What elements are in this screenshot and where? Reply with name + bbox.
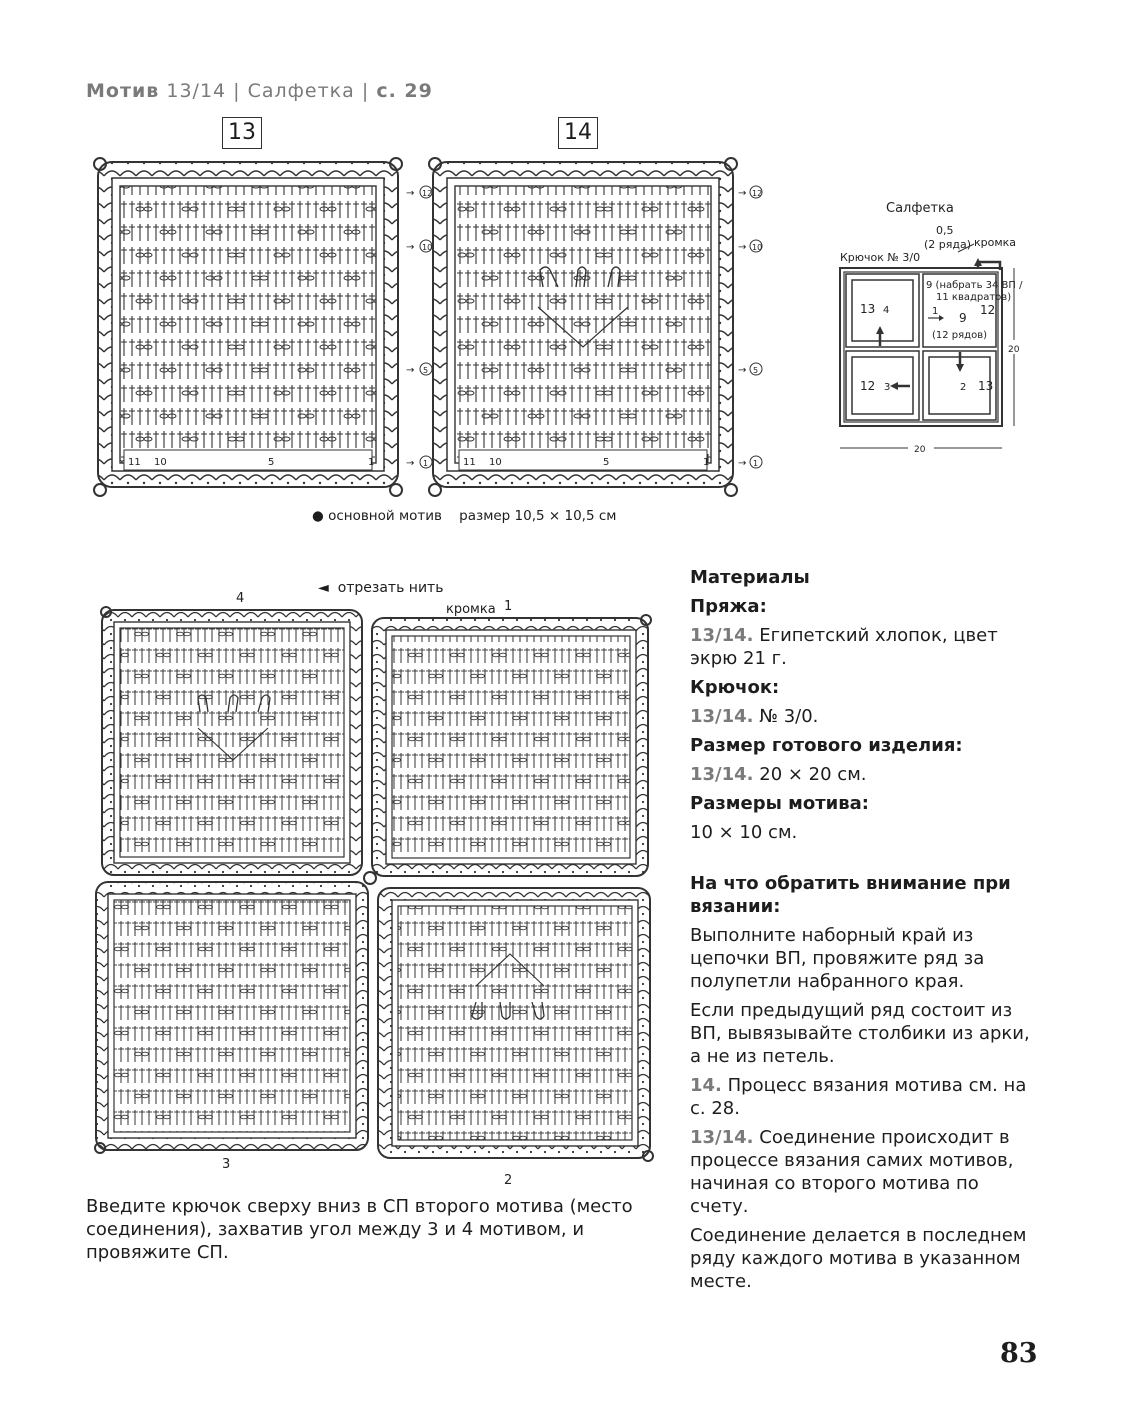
header-page-ref: с. 29 [376,80,433,102]
chart-13-bottom-number: 1 [368,457,375,468]
running-header [86,80,433,102]
notes-p1: Выполните наборный край из цепочки ВП, провяжите ряд за полупетли набранного края. [690,925,985,992]
chart-14-round-markers [738,186,762,469]
layout-half: 0,5 [936,224,954,237]
motif-13-label: 13 [222,117,262,149]
chart-14-bottom-number: 1 [703,457,710,468]
round-marker: 1 [753,459,759,468]
chart-legend [312,508,616,524]
chart-14-bottom-number: 11 [463,457,476,468]
cut-thread-note [318,580,443,596]
layout-width: 20 [914,445,926,455]
yarn-description: Египетский хлопок, цвет экрю 21 г. [690,625,998,669]
yarn-heading: Пряжа: [690,596,767,617]
notes-p4 [690,1126,1040,1218]
legend-size: размер 10,5 × 10,5 см [459,508,617,524]
svg-text:→: → [738,188,747,199]
notes-heading: На что обратить внимание при вязании: [690,873,1011,917]
chart-13-bottom-number: 10 [154,457,167,468]
assembly-motif-4 [102,610,362,875]
layout-motif-3: 3 [884,382,891,393]
notes-p3-label: 14. [690,1075,722,1096]
notes-p3-text: Процесс вязания мотива см. на с. 28. [690,1075,1027,1119]
layout-nine: 9 [959,311,967,325]
assembly-label-1: 1 [504,599,513,614]
round-marker: 12 [752,189,763,198]
legend-dot: ● [312,508,324,524]
layout-twelve-rows: (12 рядов) [932,330,987,341]
motif-size-text: 10 × 10 см. [690,822,798,843]
round-marker: 5 [753,366,759,375]
hook-text [690,705,1040,728]
layout-motif-13-bottom: 13 [978,379,994,393]
header-separator: | [233,80,241,102]
cut-thread-label: отрезать нить [337,580,444,596]
assembly-label-4: 4 [236,591,245,606]
round-marker: 12 [422,189,433,198]
chart-14-bottom-number: 10 [489,457,502,468]
svg-text:→: → [738,458,747,469]
hook-heading: Крючок: [690,677,780,698]
napkin-layout-diagram [828,196,1038,466]
notes-p3 [690,1074,1040,1120]
round-marker: 10 [752,243,763,252]
round-marker: 5 [423,366,429,375]
notes-p2: Если предыдущий ряд состоит из ВП, вывязывайте столбики из арки, а не из петель. [690,1000,1030,1067]
svg-text:→: → [406,188,415,199]
round-marker: 1 [423,459,429,468]
edge-note [446,602,496,617]
assembly-motif-1 [372,618,648,876]
layout-edge: кромка [974,236,1017,249]
header-item: Салфетка [247,80,355,102]
svg-text:→: → [738,242,747,253]
legend-main-motif: основной мотив [328,508,442,524]
chart-13-bottom-number: 11 [128,457,141,468]
svg-text:→: → [406,365,415,376]
yarn-text [690,624,1040,670]
chart-14 [429,158,737,496]
assembly-diagram [90,582,670,1192]
size-heading: Размер готового изделия: [690,735,963,756]
motif-charts [88,152,778,502]
layout-motif-12-top: 12 [980,303,996,317]
chart-13-bottom-number: 5 [268,457,275,468]
layout-two-rows: (2 ряда) [924,238,972,251]
size-description: 20 × 20 см. [759,764,867,785]
notes-p4-label: 13/14. [690,1127,754,1148]
joining-instruction: Введите крючок сверху вниз в СП второго мотива (место соединения), захватив угол между 3 и 4 мотивом, и провяжите СП. [86,1196,633,1263]
layout-motif-13-top: 13 [860,302,876,316]
hook-label: 13/14. [690,706,754,727]
assembly-label-3: 3 [222,1157,231,1172]
assembly-label-2: 2 [504,1173,513,1188]
round-marker: 10 [422,243,433,252]
layout-motif-2: 2 [960,382,967,393]
layout-hook: Крючок № 3/0 [840,251,921,264]
svg-text:→: → [738,365,747,376]
layout-cast-on: 9 (набрать 34 ВП / [926,280,1023,291]
chart-13-round-markers [406,186,432,469]
yarn-label: 13/14. [690,625,754,646]
header-motif-numbers: 13/14 [166,80,227,102]
page-number: 83 [1000,1338,1038,1369]
layout-squares: 11 квадратов) [936,292,1012,303]
notes-p4-text: Соединение происходит в процессе вязания самих мотивов, начиная со второго мотива по счету. [690,1127,1014,1217]
materials-column [690,566,1040,1299]
assembly-motif-3 [96,882,368,1150]
layout-title: Салфетка [886,201,954,216]
notes-p5: Соединение делается в последнем ряду каждого мотива в указанном месте. [690,1225,1027,1292]
hook-description: № 3/0. [759,706,819,727]
assembly-motif-2 [378,888,650,1158]
svg-text:→: → [406,458,415,469]
layout-motif-4: 4 [883,305,890,316]
svg-text:→: → [406,242,415,253]
size-text [690,763,1040,786]
header-separator: | [361,80,370,102]
layout-height: 20 [1008,345,1020,355]
left-arrow-icon: ◄ [318,580,329,596]
motif-size-heading: Размеры мотива: [690,793,870,814]
motif-14-label: 14 [558,117,598,149]
chart-13 [94,158,402,496]
size-label: 13/14. [690,764,754,785]
layout-motif-12-bottom: 12 [860,379,876,393]
chart-14-bottom-number: 5 [603,457,610,468]
edge-label: кромка [446,602,496,617]
layout-motif-1: 1 [932,306,939,317]
materials-title: Материалы [690,567,810,588]
header-motif-word: Мотив [86,80,160,102]
